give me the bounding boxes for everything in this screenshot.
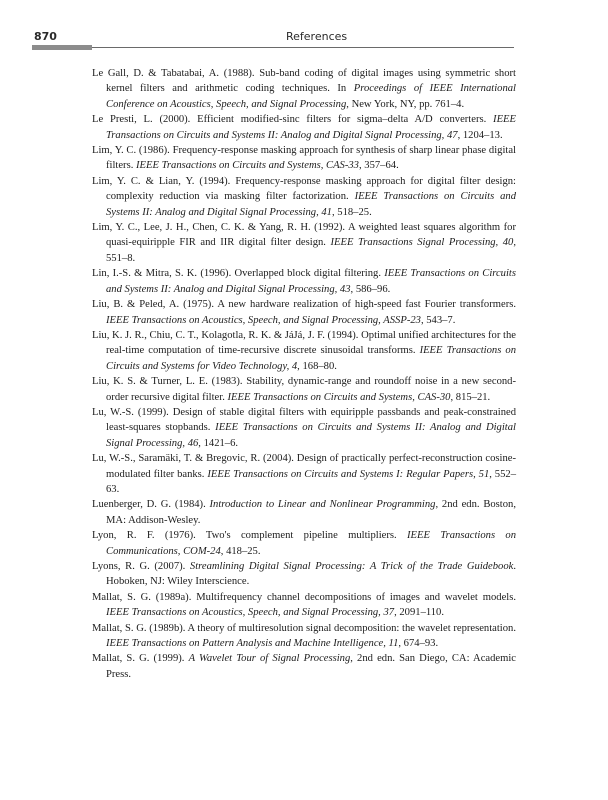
reference-details: . Hoboken, NJ: Wiley Interscience. <box>106 561 517 588</box>
reference-venue: IEEE Transactions on Circuits and Systems II: Analog and Digital Signal Processing, 41 <box>106 191 517 218</box>
reference-text: Lim, Y. C. (1986). Frequency-response masking approach for synthesis of sharp linear phase digital filters. <box>92 145 516 172</box>
reference-text: Lin, I.-S. & Mitra, S. K. (1996). Overlapped block digital filtering. <box>92 268 385 280</box>
reference-venue: IEEE Transactions on Communications, COM-24 <box>106 530 516 557</box>
reference-venue: IEEE Transactions on Acoustics, Speech, and Signal Processing, ASSP-23 <box>106 314 421 326</box>
reference-venue: Streamlining Digital Signal Processing: A Trick of the Trade Guidebook <box>189 561 514 572</box>
reference-entry <box>92 297 516 328</box>
reference-entry <box>92 590 516 621</box>
reference-text: Mallat, S. G. (1989b). A theory of multiresolution signal decomposition: the wavelet representation. <box>92 622 516 634</box>
reference-entry <box>92 497 516 528</box>
reference-text: Lim, Y. C., Lee, J. H., Chen, C. K. & Yang, R. H. (1992). A weighted least squares algorithm for quasi-equiripple FIR and IIR digital filter design. <box>92 222 516 249</box>
header-rule-accent <box>32 45 92 50</box>
reference-details: , 168–80. <box>297 360 337 372</box>
reference-entry <box>92 66 516 112</box>
reference-entry <box>92 112 516 143</box>
reference-details: , 518–25. <box>331 206 372 218</box>
reference-venue: IEEE Transactions on Circuits and Systems II: Analog and Digital Signal Processing, 46 <box>106 422 516 449</box>
reference-details: , 1421–6. <box>198 437 239 449</box>
reference-venue: A Wavelet Tour of Signal Processing <box>188 653 351 665</box>
reference-entry <box>92 528 516 559</box>
page-number: 870 <box>34 30 57 43</box>
reference-text: Luenberger, D. G. (1984). <box>92 499 210 511</box>
reference-text: Le Gall, D. & Tabatabai, A. (1988). Sub-band coding of digital images using symmetric short kernel filters and arithmetic coding techniques. In <box>92 68 516 95</box>
reference-details: , New York, NY, pp. 761–4. <box>346 98 465 110</box>
reference-text: Lu, W.-S., Saramäki, T. & Bregovic, R. (2004). Design of practically perfect-reconstruction cosine-modulated filter banks. <box>92 453 516 480</box>
reference-venue: IEEE Transactions on Circuits and Systems II: Analog and Digital Signal Processing, 43 <box>106 268 516 295</box>
reference-list <box>92 66 516 682</box>
reference-details: , 1204–13. <box>457 129 503 141</box>
reference-details: , 543–7. <box>420 314 456 326</box>
reference-entry <box>92 220 516 266</box>
reference-text: Lu, W.-S. (1999). Design of stable digital filters with equiripple passbands and peak-constrained least-squares stopbands. <box>92 406 516 434</box>
reference-entry <box>92 405 516 451</box>
reference-details: , 552–63. <box>106 468 516 495</box>
reference-entry <box>92 328 516 374</box>
reference-entry <box>92 174 516 220</box>
reference-entry <box>92 143 516 174</box>
reference-entry <box>92 451 516 497</box>
reference-venue: IEEE Transactions on Acoustics, Speech, and Signal Processing, 37 <box>106 607 395 619</box>
reference-venue: IEEE Transactions on Circuits and Systems I: Regular Papers, 51 <box>207 468 490 480</box>
page-header <box>0 0 608 56</box>
reference-venue: Introduction to Linear and Nonlinear Programming <box>209 499 436 511</box>
reference-entry <box>92 651 516 682</box>
reference-text: Le Presti, L. (2000). Efficient modified-sinc filters for sigma–delta A/D converters. <box>92 114 494 126</box>
reference-entry <box>92 621 516 652</box>
reference-venue: Proceedings of IEEE International Conference on Acoustics, Speech, and Signal Processing <box>106 83 516 110</box>
reference-text: Mallat, S. G. (1999). <box>92 653 189 665</box>
reference-text: Lyons, R. G. (2007). <box>92 561 190 572</box>
reference-details: , 357–64. <box>358 160 399 172</box>
reference-venue: IEEE Transactions on Circuits and Systems, CAS-30 <box>227 391 451 403</box>
reference-details: , 2nd edn. San Diego, CA: Academic Press. <box>106 653 516 680</box>
reference-entry <box>92 266 516 297</box>
running-title: References <box>286 30 348 43</box>
reference-details: , 2nd edn. Boston, MA: Addison-Wesley. <box>106 499 516 526</box>
reference-venue: IEEE Transactions on Pattern Analysis and Machine Intelligence, 11 <box>106 638 399 650</box>
reference-details: , 674–93. <box>398 638 439 650</box>
reference-text: Lim, Y. C. & Lian, Y. (1994). Frequency-response masking approach for digital filter design: complexity reduction via masking filter factorization. <box>92 175 516 203</box>
reference-text: Liu, K. J. R., Chiu, C. T., Kolagotla, R. K. & JáJá, J. F. (1994). Optimal unified architectures for the real-time computation of time-recursive discrete sinusoidal transforms. <box>92 329 516 357</box>
reference-details: , 815–21. <box>450 391 491 403</box>
reference-text: Mallat, S. G. (1989a). Multifrequency channel decompositions of images and wavelet models. <box>92 591 516 603</box>
reference-details: , 418–25. <box>220 545 261 557</box>
reference-entry <box>92 374 516 405</box>
reference-details: , 2091–110. <box>394 607 445 619</box>
reference-venue: IEEE Transactions on Circuits and Systems II: Analog and Digital Signal Processing, 47 <box>106 114 516 141</box>
reference-venue: IEEE Transactions on Circuits and Systems, CAS-33 <box>136 160 359 172</box>
reference-text: Lyon, R. F. (1976). Two's complement pipeline multipliers. <box>92 530 408 542</box>
reference-details: , 586–96. <box>350 283 391 295</box>
reference-details: , 551–8. <box>106 237 516 264</box>
header-rule <box>92 47 514 48</box>
reference-entry <box>92 559 516 590</box>
reference-text: Liu, B. & Peled, A. (1975). A new hardware realization of high-speed fast Fourier transformers. <box>92 299 516 311</box>
reference-text: Liu, K. S. & Turner, L. E. (1983). Stability, dynamic-range and roundoff noise in a new second-order recursive digital filter. <box>92 376 516 403</box>
reference-venue: IEEE Transactions Signal Processing, 40 <box>330 237 514 249</box>
reference-venue: IEEE Transactions on Circuits and Systems for Video Technology, 4 <box>106 345 516 372</box>
